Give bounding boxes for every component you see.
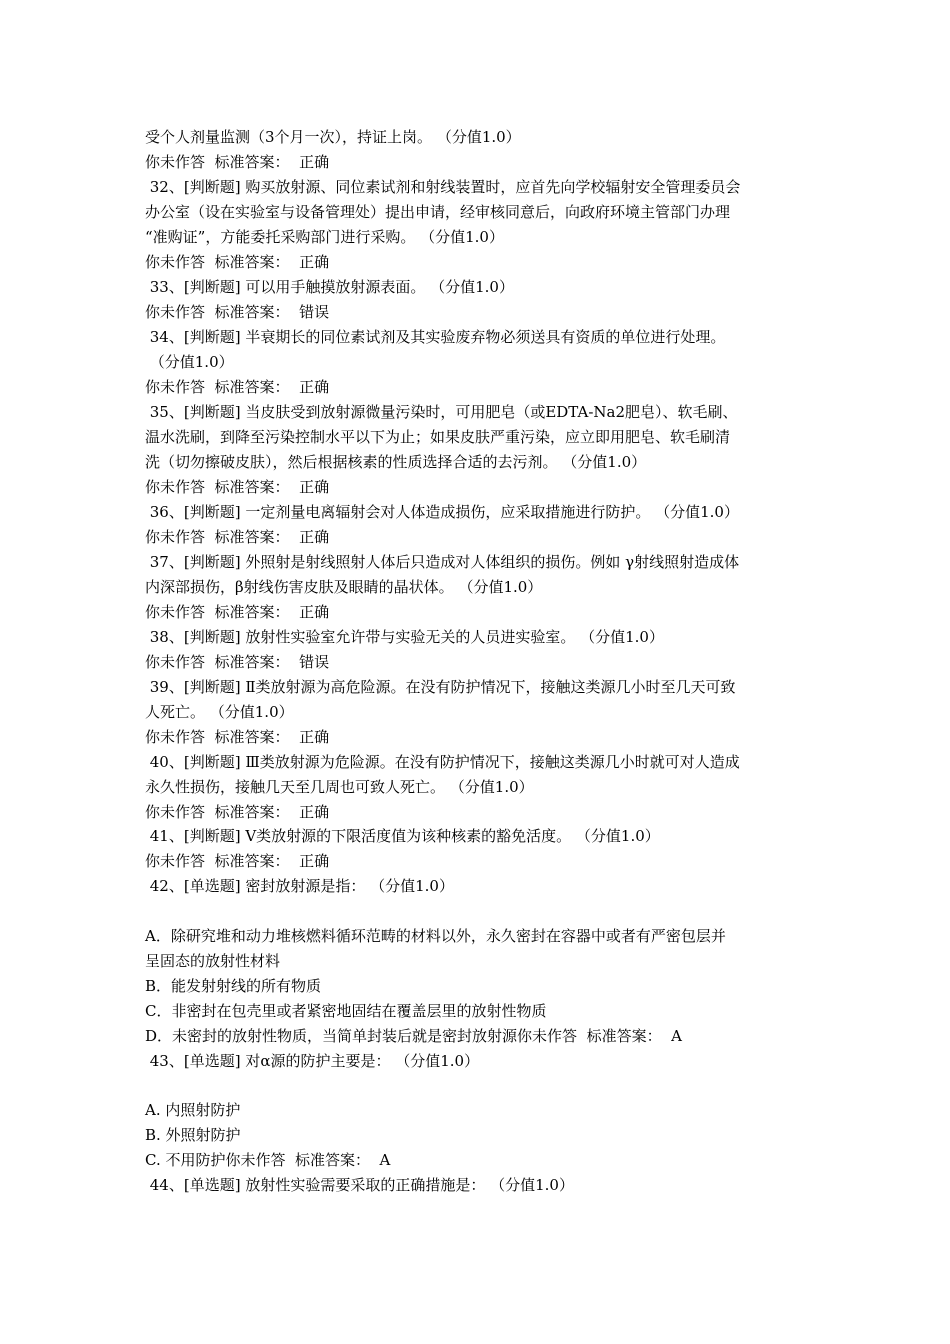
option-b: B．能发射射线的所有物质	[145, 977, 322, 995]
option-a: A. 内照射防护	[145, 1101, 241, 1119]
text-line: “准购证”，方能委托采购部门进行采购。 （分值1.0）	[145, 228, 504, 246]
answer-line: 你未作答 标准答案： 错误	[145, 303, 330, 321]
option-a: A．除研究堆和动力堆核燃料循环范畴的材料以外，永久密封在容器中或者有严密包层并	[145, 927, 726, 945]
question-41: 41、[判断题] V类放射源的下限活度值为该种核素的豁免活度。 （分值1.0）	[145, 827, 660, 845]
question-32: 32、[判断题] 购买放射源、同位素试剂和射线装置时，应首先向学校辐射安全管理委员会	[145, 178, 741, 196]
text-line: 受个人剂量监测（3个月一次），持证上岗。 （分值1.0）	[145, 128, 521, 146]
text-line: 人死亡。 （分值1.0）	[145, 703, 294, 721]
text-line: 办公室（设在实验室与设备管理处）提出申请，经审核同意后，向政府环境主管部门办理	[145, 203, 731, 221]
option-d: D．未密封的放射性物质，当简单封装后就是密封放射源你未作答 标准答案： A	[145, 1027, 682, 1045]
question-39: 39、[判断题] Ⅱ类放射源为高危险源。在没有防护情况下，接触这类源几小时至几天可致	[145, 678, 736, 696]
answer-line: 你未作答 标准答案： 正确	[145, 803, 330, 821]
text-line: 内深部损伤，β射线伤害皮肤及眼睛的晶状体。 （分值1.0）	[145, 578, 543, 596]
option-b: B. 外照射防护	[145, 1126, 241, 1144]
answer-line: 你未作答 标准答案： 正确	[145, 603, 330, 621]
text-line: （分值1.0）	[145, 353, 234, 371]
text-line: 永久性损伤，接触几天至几周也可致人死亡。 （分值1.0）	[145, 778, 534, 796]
answer-line: 你未作答 标准答案： 正确	[145, 528, 330, 546]
answer-line: 你未作答 标准答案： 正确	[145, 478, 330, 496]
question-44: 44、[单选题] 放射性实验需要采取的正确措施是： （分值1.0）	[145, 1176, 574, 1194]
option-c: C．非密封在包壳里或者紧密地固结在覆盖层里的放射性物质	[145, 1002, 547, 1020]
question-36: 36、[判断题] 一定剂量电离辐射会对人体造成损伤，应采取措施进行防护。 （分值1.0）	[145, 503, 739, 521]
answer-line: 你未作答 标准答案： 正确	[145, 728, 330, 746]
answer-line: 你未作答 标准答案： 错误	[145, 653, 330, 671]
question-43: 43、[单选题] 对α源的防护主要是： （分值1.0）	[145, 1052, 480, 1070]
question-37: 37、[判断题] 外照射是射线照射人体后只造成对人体组织的损伤。例如 γ射线照射造成体	[145, 553, 740, 571]
text-line: 呈固态的放射性材料	[145, 952, 281, 970]
answer-line: 你未作答 标准答案： 正确	[145, 378, 330, 396]
question-34: 34、[判断题] 半衰期长的同位素试剂及其实验废弃物必须送具有资质的单位进行处理。	[145, 328, 726, 346]
option-c: C. 不用防护你未作答 标准答案： A	[145, 1151, 391, 1169]
text-line: 温水洗刷，到降至污染控制水平以下为止；如果皮肤严重污染，应立即用肥皂、软毛刷清	[145, 428, 731, 446]
question-33: 33、[判断题] 可以用手触摸放射源表面。 （分值1.0）	[145, 278, 514, 296]
answer-line: 你未作答 标准答案： 正确	[145, 852, 330, 870]
answer-line: 你未作答 标准答案： 正确	[145, 253, 330, 271]
question-35: 35、[判断题] 当皮肤受到放射源微量污染时，可用肥皂（或EDTA-Na2肥皂）、软毛刷、	[145, 403, 738, 421]
question-40: 40、[判断题] Ⅲ类放射源为危险源。在没有防护情况下，接触这类源几小时就可对人造成	[145, 753, 740, 771]
text-line: 洗（切勿擦破皮肤），然后根据核素的性质选择合适的去污剂。 （分值1.0）	[145, 453, 647, 471]
question-38: 38、[判断题] 放射性实验室允许带与实验无关的人员进实验室。 （分值1.0）	[145, 628, 664, 646]
answer-line: 你未作答 标准答案： 正确	[145, 153, 330, 171]
question-42: 42、[单选题] 密封放射源是指： （分值1.0）	[145, 877, 454, 895]
